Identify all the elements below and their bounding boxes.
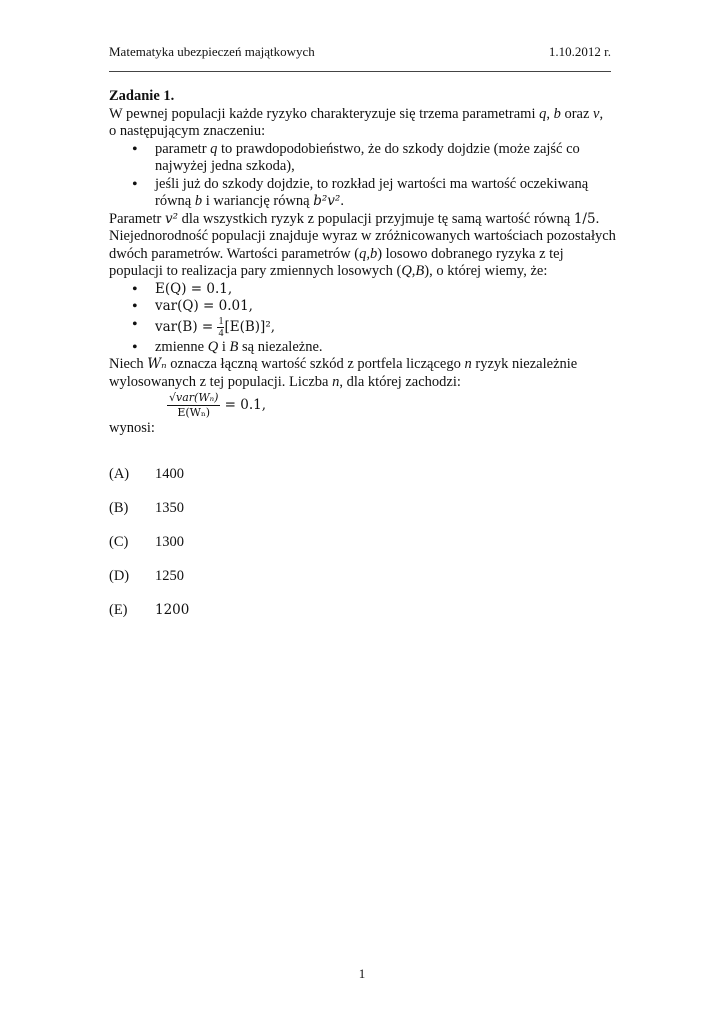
problem-intro: W pewnej populacji każde ryzyko charakteryzuje się trzema parametrami q, b oraz v,: [109, 105, 604, 122]
page-number: 1: [358, 966, 366, 981]
wynosi-label: wynosi:: [109, 420, 155, 436]
header-date: 1.10.2012 r.: [548, 44, 611, 59]
conditions-list: [109, 281, 619, 357]
heterogeneity-paragraph: Niejednorodność populacji znajduje wyraz w zróżnicowanych wartościach pozostałych dwóch parametrów. Wartości parametrów (q,b) losowo dobranego ryzyka z tej populacji to realizacja pary zmiennych losowych (Q,B), o której wiemy, że:: [109, 228, 616, 279]
list-item: • var(B) = $\frac{1}{4}$ [E(B)]²,: [129, 316, 619, 339]
equation-fraction: $\frac{\text{√var(Wₙ)}}{\text{E(Wₙ)}}$: [169, 391, 219, 419]
list-item: • parametr q to prawdopodobieństwo, że do szkody dojdzie (może zajść co najwyżej jedna szkoda),: [129, 141, 619, 176]
page-header: [109, 44, 611, 60]
equation: $\frac{\text{√var(Wₙ)}}{\text{E(Wₙ)}}$ = 0.1,: [169, 391, 267, 419]
problem-title: Zadanie 1.: [109, 88, 175, 104]
parameter-v-paragraph: Parametr v² dla wszystkich ryzyk z populacji przyjmuje tę samą wartość równą 1/5.: [109, 210, 600, 227]
list-item: • var(Q) = 0.01,: [129, 298, 619, 316]
parameter-list: [109, 141, 619, 211]
problem-intro-line2: o następującym znaczeniu:: [109, 123, 266, 139]
header-divider: [109, 71, 611, 72]
problem-body: [109, 88, 619, 438]
header-course-title: Matematyka ubezpieczeń majątkowych: [109, 44, 315, 59]
list-item: • jeśli już do szkody dojdzie, to rozkład jej wartości ma wartość oczekiwaną równą b i wariancję równą b²v².: [129, 176, 619, 211]
list-item: • E(Q) = 0.1,: [129, 281, 619, 299]
list-item: • zmienne Q i B są niezależne.: [129, 339, 619, 357]
fraction: $\frac{1}{4}$: [218, 315, 224, 339]
portfolio-paragraph: Niech Wₙ oznacza łączną wartość szkód z portfela liczącego n ryzyk niezależnie wylosowanych z tej populacji. Liczba n, dla której zachodzi:: [109, 356, 578, 390]
